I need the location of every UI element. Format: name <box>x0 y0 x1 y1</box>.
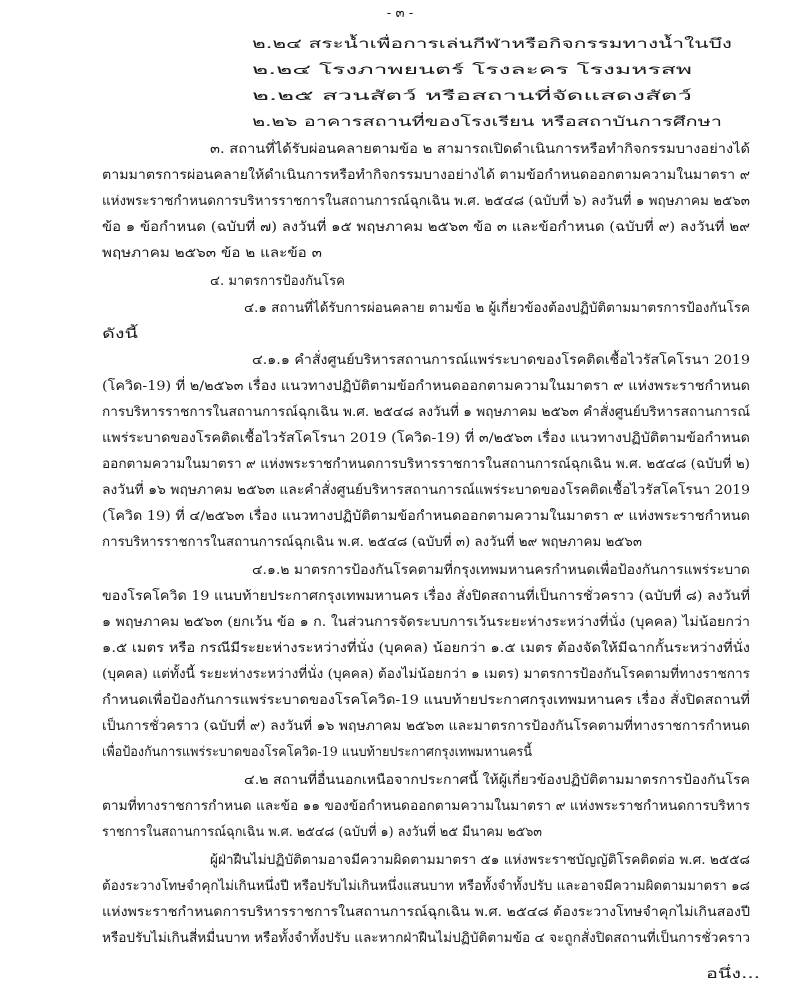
paragraph-line: (บุคคล) แต่ทั้งนี้ ระยะห่างระหว่างที่นั่ง (บุคคล) ต้องไม่น้อยกว่า ๑ เมตร) มาตรการป้องกันโรคตามที่ทางราชการ <box>102 667 751 682</box>
paragraph-line: ต้องระวางโทษจำคุกไม่เกินหนึ่งปี หรือปรับไม่เกินหนึ่งแสนบาท หรือทั้งจำทั้งปรับ และอาจมีความผิดตามมาตรา ๑๘ <box>102 879 750 894</box>
paragraph-line: ดังนี้ <box>102 327 138 342</box>
paragraph-line: ๓. สถานที่ได้รับผ่อนคลายตามข้อ ๒ สามารถเปิดดำเนินการหรือทำกิจกรรมบางอย่างได้ <box>210 142 750 157</box>
paragraph-line: (โควิด 19) ที่ ๔/๒๕๖๓ เรื่อง แนวทางปฏิบัติตามข้อกำหนดออกตามความในมาตรา ๙ แห่งพระราชกำหนด <box>102 509 750 524</box>
paragraph-line: ผู้ฝ่าฝืนไม่ปฏิบัติตามอาจมีความผิดตามมาตรา ๕๑ แห่งพระราชบัญญัติโรคติดต่อ พ.ศ. ๒๕๕๘ <box>210 853 750 868</box>
paragraph-line: ๔.๑ สถานที่ได้รับการผ่อนคลาย ตามข้อ ๒ ผู้เกี่ยวข้องต้องปฏิบัติตามมาตรการป้องกันโรค <box>244 301 750 316</box>
paragraph-line: ลงวันที่ ๑๖ พฤษภาคม ๒๕๖๓ และคำสั่งศูนย์บริหารสถานการณ์แพร่ระบาดของโรคติดเชื้อไวรัสโคโรนา 2019 <box>102 483 750 498</box>
paragraph-line: ของโรคโควิด 19 แนบท้ายประกาศกรุงเทพมหานคร เรื่อง สั่งปิดสถานที่เป็นการชั่วคราว (ฉบับที่ ๘) ลงวันที่ <box>102 589 750 604</box>
paragraph-line: ๑.๕ เมตร หรือ กรณีมีระยะห่างระหว่างที่นั่ง (บุคคล) น้อยกว่า ๑.๕ เมตร ต้องจัดให้มีฉากกั้นระหว่างที่นั่ง <box>102 641 750 656</box>
paragraph-line: ตามมาตรการผ่อนคลายให้ดำเนินการหรือทำกิจกรรมบางอย่างได้ ตามข้อกำหนดออกตามความในมาตรา ๙ <box>102 168 750 183</box>
paragraph-line: ออกตามความในมาตรา ๙ แห่งพระราชกำหนดการบริหารราชการในสถานการณ์ฉุกเฉิน พ.ศ. ๒๕๔๘ (ฉบับที่ ๒) <box>102 457 750 472</box>
list-item: ๒.๒๖ อาคารสถานที่ของโรงเรียน หรือสถาบันการศึกษา <box>252 115 722 130</box>
paragraph-line: การบริหารราชการในสถานการณ์ฉุกเฉิน พ.ศ. ๒๕๔๘ (ฉบับที่ ๓) ลงวันที่ ๒๙ พฤษภาคม ๒๕๖๓ <box>102 535 642 550</box>
page-number: - ๓ - <box>386 6 414 21</box>
paragraph-line: ๔.๑.๑ คำสั่งศูนย์บริหารสถานการณ์แพร่ระบาดของโรคติดเชื้อไวรัสโคโรนา 2019 <box>252 353 750 368</box>
paragraph-line: เพื่อป้องกันการแพร่ระบาดของโรคโควิด-19 แนบท้ายประกาศกรุงเทพมหานครนี้ <box>102 745 532 760</box>
paragraph-line: แห่งพระราชกำหนดการบริหารราชการในสถานการณ์ฉุกเฉิน พ.ศ. ๒๕๔๘ ต้องระวางโทษจำคุกไม่เกินสองปี <box>102 905 750 920</box>
paragraph-line: เป็นการชั่วคราว (ฉบับที่ ๙) ลงวันที่ ๑๖ พฤษภาคม ๒๕๖๓ และมาตรการป้องกันโรคตามที่ทางราชการกำหนด <box>102 719 750 734</box>
paragraph-line: ๑ พฤษภาคม ๒๕๖๓ (ยกเว้น ข้อ ๑ ก. ในส่วนการจัดระบบการเว้นระยะห่างระหว่างที่นั่ง (บุคคล) ไม่น้อยกว่า <box>102 615 750 630</box>
list-item: ๒.๒๔ โรงภาพยนตร์ โรงละคร โรงมหรสพ <box>252 63 692 78</box>
paragraph-line: ข้อ ๑ ข้อกำหนด (ฉบับที่ ๗) ลงวันที่ ๑๕ พฤษภาคม ๒๕๖๓ ข้อ ๓ และข้อกำหนด (ฉบับที่ ๙) ลงวันที่ ๒๙ <box>102 220 750 235</box>
paragraph-line: ๔.๑.๒ มาตรการป้องกันโรคตามที่กรุงเทพมหานครกำหนดเพื่อป้องกันการแพร่ระบาด <box>252 563 750 578</box>
paragraph-line: หรือปรับไม่เกินสี่หมื่นบาท หรือทั้งจำทั้งปรับ และหากฝ่าฝืนไม่ปฏิบัติตามข้อ ๔ จะถูกสั่งปิดสถานที่เป็นการชั่วคราว <box>102 931 750 946</box>
list-item: ๒.๒๕ สวนสัตว์ หรือสถานที่จัดแสดงสัตว์ <box>252 89 692 104</box>
paragraph-line: (โควิด-19) ที่ ๒/๒๕๖๓ เรื่อง แนวทางปฏิบัติตามข้อกำหนดออกตามความในมาตรา ๙ แห่งพระราชกำหนด <box>102 379 750 394</box>
paragraph-line: ๔.๒ สถานที่อื่นนอกเหนือจากประกาศนี้ ให้ผู้เกี่ยวข้องปฏิบัติตามมาตรการป้องกันโรค <box>244 773 750 788</box>
paragraph-line: แพร่ระบาดของโรคติดเชื้อไวรัสโคโรนา 2019 (โควิด-19) ที่ ๓/๒๕๖๓ เรื่อง แนวทางปฏิบัติตามข้อกำหนด <box>102 431 750 446</box>
paragraph-line: พฤษภาคม ๒๕๖๓ ข้อ ๒ และข้อ ๓ <box>102 246 322 261</box>
continuation-marker: อนึ่ง... <box>706 967 760 982</box>
paragraph-line: การบริหารราชการในสถานการณ์ฉุกเฉิน พ.ศ. ๒๕๔๘ ลงวันที่ ๑ พฤษภาคม ๒๕๖๓ คำสั่งศูนย์บริหารสถานการณ์ <box>102 405 750 420</box>
paragraph-line: แห่งพระราชกำหนดการบริหารราชการในสถานการณ์ฉุกเฉิน พ.ศ. ๒๕๔๘ (ฉบับที่ ๖) ลงวันที่ ๑ พฤษภาคม ๒๕๖๓ <box>102 194 750 209</box>
paragraph-line: ราชการในสถานการณ์ฉุกเฉิน พ.ศ. ๒๕๔๘ (ฉบับที่ ๑) ลงวันที่ ๒๕ มีนาคม ๒๕๖๓ <box>102 825 542 840</box>
section-heading: ๔. มาตรการป้องกันโรค <box>210 274 345 289</box>
paragraph-line: ตามที่ทางราชการกำหนด และข้อ ๑๑ ของข้อกำหนดออกตามความในมาตรา ๙ แห่งพระราชกำหนดการบริหาร <box>102 799 751 814</box>
list-item: ๒.๒๔ สระน้ำเพื่อการเล่นกีฬาหรือกิจกรรมทางน้ำในบึง <box>252 37 732 52</box>
paragraph-line: กำหนดเพื่อป้องกันการแพร่ระบาดของโรคโควิด-19 แนบท้ายประกาศกรุงเทพมหานคร เรื่อง สั่งปิดสถานที่ <box>102 693 750 708</box>
